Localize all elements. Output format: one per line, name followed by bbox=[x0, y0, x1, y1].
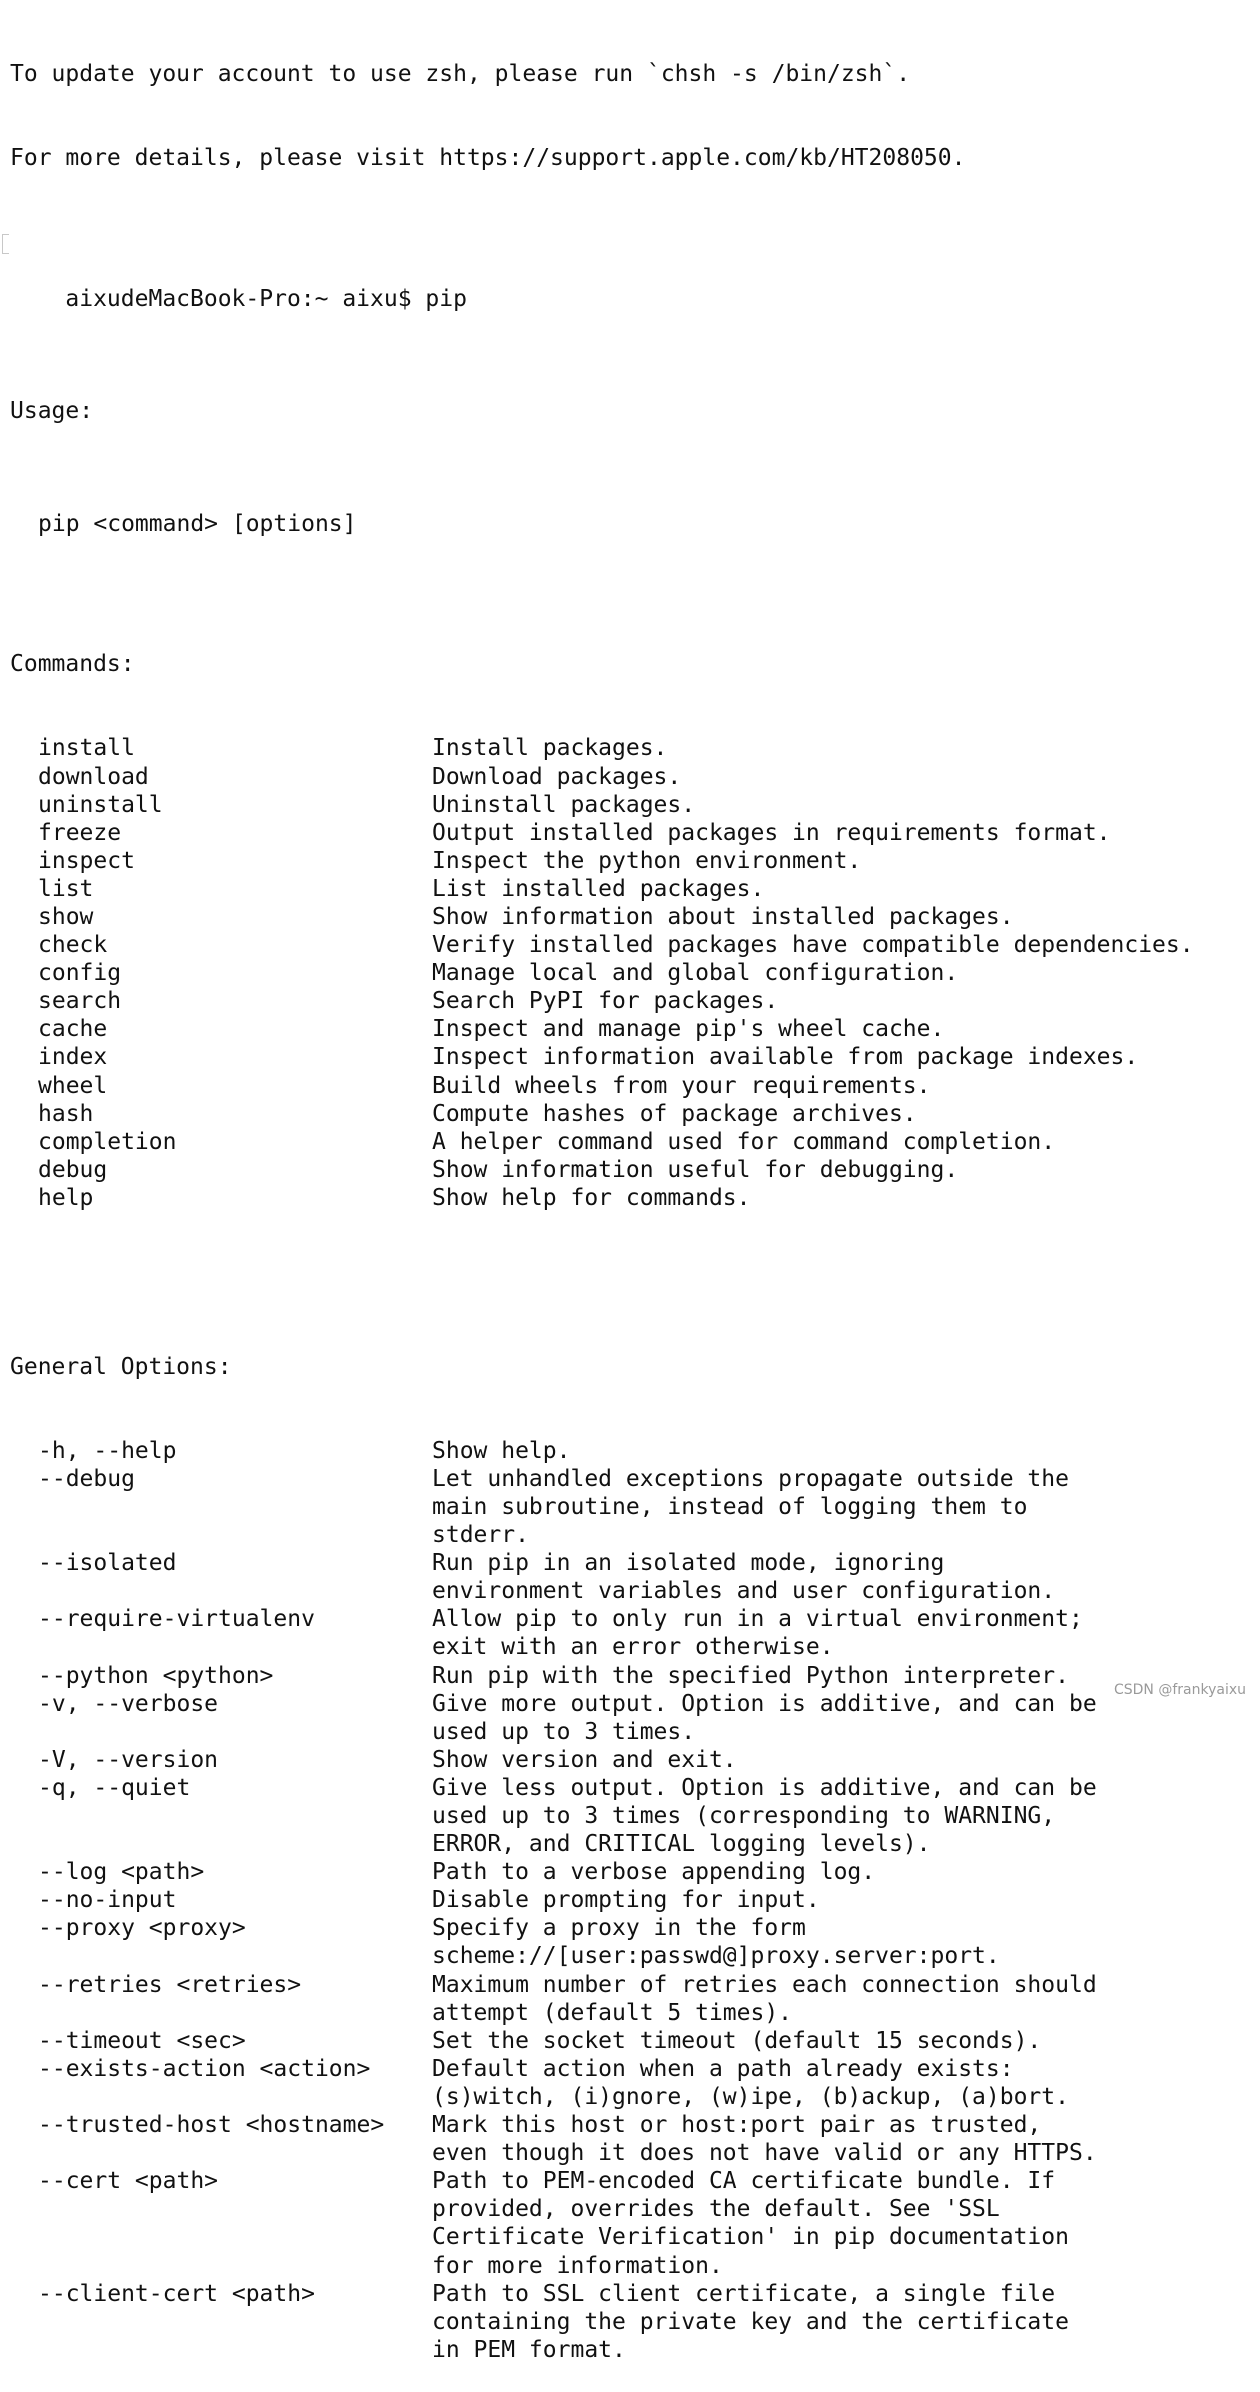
command-desc: Inspect the python environment. bbox=[432, 847, 862, 874]
command-row bbox=[10, 1128, 1250, 1156]
option-desc: ERROR, and CRITICAL logging levels). bbox=[432, 1831, 931, 1858]
option-desc: Let unhandled exceptions propagate outside the bbox=[432, 1465, 1069, 1492]
command-name: config bbox=[38, 960, 122, 987]
command-name: check bbox=[38, 932, 108, 959]
option-name: --cert <path> bbox=[38, 2168, 219, 2195]
option-desc: Mark this host or host:port pair as trusted, bbox=[432, 2112, 1042, 2139]
command-row bbox=[10, 1156, 1250, 1184]
command-row bbox=[10, 1072, 1250, 1100]
option-row bbox=[10, 2280, 1250, 2308]
option-desc: in PEM format. bbox=[432, 2336, 626, 2363]
command-name: debug bbox=[38, 1156, 108, 1183]
option-desc: for more information. bbox=[432, 2252, 723, 2279]
option-desc: environment variables and user configuration. bbox=[432, 1578, 1056, 1605]
option-row bbox=[10, 2111, 1250, 2139]
option-row bbox=[10, 1746, 1250, 1774]
option-desc: used up to 3 times (corresponding to WARNING, bbox=[432, 1803, 1056, 1829]
command-name: search bbox=[38, 988, 122, 1015]
option-name: --retries <retries> bbox=[38, 1971, 302, 1998]
command-row bbox=[10, 847, 1250, 875]
option-row bbox=[10, 2223, 1250, 2251]
command-desc: Output installed packages in requirements format. bbox=[432, 819, 1111, 846]
option-row bbox=[10, 1802, 1250, 1830]
option-name: --timeout <sec> bbox=[38, 2027, 246, 2054]
option-name: --debug bbox=[38, 1465, 135, 1492]
option-desc: Run pip in an isolated mode, ignoring bbox=[432, 1550, 945, 1577]
command-desc: Compute hashes of package archives. bbox=[432, 1100, 917, 1127]
command-row bbox=[10, 1015, 1250, 1043]
command-row bbox=[10, 791, 1250, 819]
option-desc: Run pip with the specified Python interpreter. bbox=[432, 1662, 1069, 1689]
option-name: --trusted-host <hostname> bbox=[38, 2112, 385, 2139]
command-desc: Build wheels from your requirements. bbox=[432, 1072, 931, 1099]
command-row bbox=[10, 1100, 1250, 1128]
option-row bbox=[10, 1465, 1250, 1493]
option-name: --python <python> bbox=[38, 1662, 274, 1689]
option-desc: provided, overrides the default. See 'SSL bbox=[432, 2196, 1000, 2223]
header-line: For more details, please visit https://support.apple.com/kb/HT208050. bbox=[10, 145, 966, 172]
option-row bbox=[10, 2252, 1250, 2280]
option-desc: Show version and exit. bbox=[432, 1746, 737, 1773]
option-row bbox=[10, 2027, 1250, 2055]
command-desc: Download packages. bbox=[432, 763, 682, 790]
option-row bbox=[10, 1999, 1250, 2027]
option-row bbox=[10, 2139, 1250, 2167]
command-row bbox=[10, 734, 1250, 762]
option-desc: Give more output. Option is additive, and can be bbox=[432, 1690, 1097, 1717]
command-desc: Show help for commands. bbox=[432, 1184, 751, 1211]
commands-title: Commands: bbox=[10, 651, 135, 678]
option-row bbox=[10, 1942, 1250, 1970]
option-row bbox=[10, 2055, 1250, 2083]
option-desc: main subroutine, instead of logging them to bbox=[432, 1493, 1028, 1520]
option-desc: stderr. bbox=[432, 1522, 529, 1549]
watermark: CSDN @frankyaixu bbox=[1113, 1682, 1246, 1698]
option-desc: Default action when a path already exists: bbox=[432, 2055, 1014, 2082]
option-row bbox=[10, 1718, 1250, 1746]
option-name: --no-input bbox=[38, 1887, 177, 1914]
command-name: uninstall bbox=[38, 791, 163, 818]
option-desc: Specify a proxy in the form bbox=[432, 1915, 806, 1942]
command-name: completion bbox=[38, 1128, 177, 1155]
command-desc: Manage local and global configuration. bbox=[432, 960, 959, 987]
option-row bbox=[10, 2167, 1250, 2195]
command-desc: Inspect information available from package indexes. bbox=[432, 1044, 1139, 1071]
command-row bbox=[10, 875, 1250, 903]
command-name: freeze bbox=[38, 819, 122, 846]
option-row bbox=[10, 1830, 1250, 1858]
usage-line: pip <command> [options] bbox=[38, 510, 357, 537]
command-desc: Inspect and manage pip's wheel cache. bbox=[432, 1016, 945, 1043]
command-row bbox=[10, 931, 1250, 959]
option-name: --require-virtualenv bbox=[38, 1606, 315, 1633]
option-row bbox=[10, 1577, 1250, 1605]
option-name: --client-cert <path> bbox=[38, 2280, 315, 2307]
option-desc: Path to a verbose appending log. bbox=[432, 1859, 876, 1886]
command-row bbox=[10, 1184, 1250, 1212]
command-name: inspect bbox=[38, 847, 135, 874]
options-title: General Options: bbox=[10, 1353, 232, 1380]
option-desc: attempt (default 5 times). bbox=[432, 1999, 793, 2026]
option-desc: scheme://[user:passwd@]proxy.server:port. bbox=[432, 1943, 1000, 1970]
option-row bbox=[10, 1690, 1250, 1718]
command-name: index bbox=[38, 1044, 108, 1071]
command-row bbox=[10, 819, 1250, 847]
option-row bbox=[10, 1633, 1250, 1661]
command-desc: Uninstall packages. bbox=[432, 791, 696, 818]
command-row bbox=[10, 1043, 1250, 1071]
option-desc: Certificate Verification' in pip documentation bbox=[432, 2224, 1069, 2251]
cursor-mark-icon bbox=[2, 234, 9, 254]
command-desc: Show information useful for debugging. bbox=[432, 1156, 959, 1183]
option-desc: Set the socket timeout (default 15 seconds). bbox=[432, 2027, 1042, 2054]
terminal-output[interactable] bbox=[10, 4, 1250, 2392]
option-row bbox=[10, 2308, 1250, 2336]
prompt-text: aixudeMacBook-Pro:~ aixu$ pip bbox=[65, 285, 467, 312]
option-row bbox=[10, 2195, 1250, 2223]
command-desc: List installed packages. bbox=[432, 875, 765, 902]
command-row bbox=[10, 903, 1250, 931]
option-row bbox=[10, 1662, 1250, 1690]
option-row bbox=[10, 1437, 1250, 1465]
command-desc: Verify installed packages have compatible dependencies. bbox=[432, 932, 1194, 959]
header-line: To update your account to use zsh, please run `chsh -s /bin/zsh`. bbox=[10, 61, 911, 88]
prompt-line bbox=[10, 229, 1250, 312]
options-list bbox=[10, 1437, 1250, 2364]
option-name: -v, --verbose bbox=[38, 1690, 219, 1717]
option-desc: (s)witch, (i)gnore, (w)ipe, (b)ackup, (a)bort. bbox=[432, 2083, 1069, 2110]
option-name: -h, --help bbox=[38, 1437, 177, 1464]
option-row bbox=[10, 1914, 1250, 1942]
option-desc: Give less output. Option is additive, and can be bbox=[432, 1774, 1097, 1801]
option-desc: Maximum number of retries each connection should bbox=[432, 1971, 1097, 1998]
option-row bbox=[10, 1549, 1250, 1577]
usage-line-row bbox=[10, 482, 1250, 537]
command-name: hash bbox=[38, 1100, 94, 1127]
command-name: install bbox=[38, 735, 135, 762]
option-desc: exit with an error otherwise. bbox=[432, 1634, 834, 1661]
option-row bbox=[10, 1521, 1250, 1549]
command-name: wheel bbox=[38, 1072, 108, 1099]
option-desc: Allow pip to only run in a virtual environment; bbox=[432, 1606, 1083, 1633]
option-row bbox=[10, 1605, 1250, 1633]
option-row bbox=[10, 1886, 1250, 1914]
option-desc: Show help. bbox=[432, 1437, 571, 1464]
option-name: --proxy <proxy> bbox=[38, 1915, 246, 1942]
command-row bbox=[10, 987, 1250, 1015]
option-row bbox=[10, 1774, 1250, 1802]
command-name: show bbox=[38, 904, 94, 930]
command-row bbox=[10, 763, 1250, 791]
command-name: list bbox=[38, 875, 94, 902]
command-name: download bbox=[38, 763, 149, 790]
option-row bbox=[10, 1971, 1250, 1999]
option-desc: containing the private key and the certificate bbox=[432, 2308, 1069, 2335]
option-row bbox=[10, 1493, 1250, 1521]
command-desc: A helper command used for command completion. bbox=[432, 1128, 1056, 1155]
usage-title: Usage: bbox=[10, 398, 94, 425]
blank-line bbox=[10, 313, 1250, 341]
command-desc: Install packages. bbox=[432, 735, 668, 762]
command-name: help bbox=[38, 1184, 94, 1211]
command-desc: Search PyPI for packages. bbox=[432, 988, 779, 1015]
command-name: cache bbox=[38, 1016, 108, 1043]
command-row bbox=[10, 959, 1250, 987]
blank-line bbox=[10, 1268, 1250, 1296]
option-desc: Disable prompting for input. bbox=[432, 1887, 820, 1914]
blank-line bbox=[10, 566, 1250, 594]
option-name: --isolated bbox=[38, 1550, 177, 1577]
option-name: --exists-action <action> bbox=[38, 2055, 371, 2082]
option-row bbox=[10, 2083, 1250, 2111]
option-row bbox=[10, 2336, 1250, 2364]
option-name: -q, --quiet bbox=[38, 1774, 191, 1801]
option-desc: Path to PEM-encoded CA certificate bundle. If bbox=[432, 2168, 1056, 2195]
option-row bbox=[10, 1858, 1250, 1886]
option-desc: Path to SSL client certificate, a single file bbox=[432, 2280, 1056, 2307]
option-name: -V, --version bbox=[38, 1746, 219, 1773]
command-desc: Show information about installed packages. bbox=[432, 904, 1014, 930]
option-name: --log <path> bbox=[38, 1859, 205, 1886]
option-desc: even though it does not have valid or any HTTPS. bbox=[432, 2140, 1097, 2167]
option-desc: used up to 3 times. bbox=[432, 1718, 696, 1745]
commands-list bbox=[10, 734, 1250, 1212]
